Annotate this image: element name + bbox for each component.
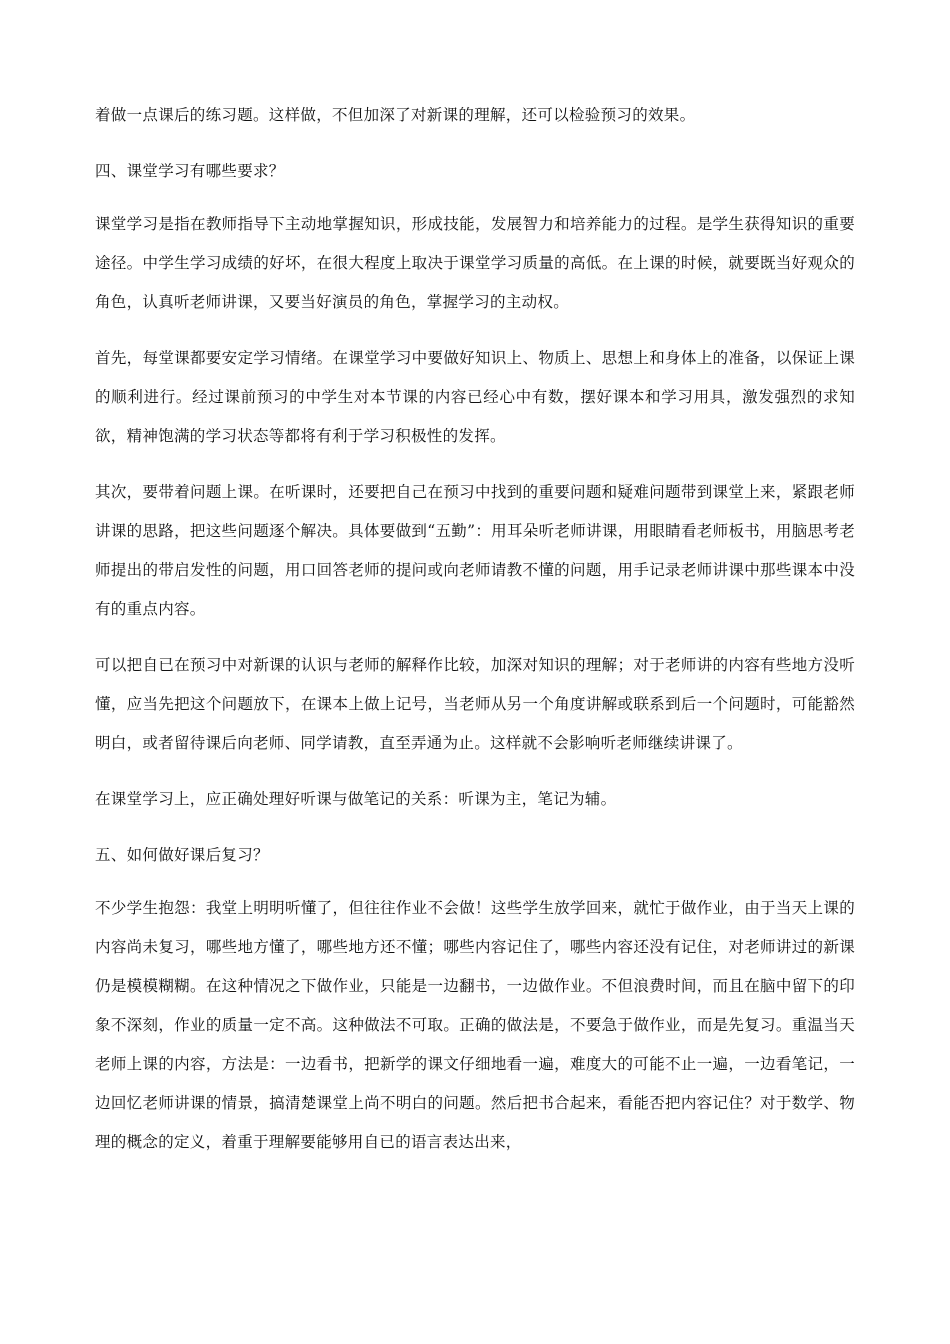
paragraph-review-method: 不少学生抱怨：我堂上明明听懂了，但往往作业不会做！这些学生放学回来，就忙于做作业，由于当天上课的内容尚未复习，哪些地方懂了，哪些地方还不懂；哪些内容记住了，哪些内容还没有记住，对老师讲过的新课仍是模模糊糊。在这种情况之下做作业，只能是一边翻书，一边做作业。不但浪费时间，而且在脑中留下的印象不深刻，作业的质量一定不高。这种做法不可取。正确的做法是，不要急于做作业，而是先复习。重温当天老师上课的内容，方法是：一边看书，把新学的课文仔细地看一遍，难度大的可能不止一遍，一边看笔记，一边回忆老师讲课的情景，搞清楚课堂上尚不明白的问题。然后把书合起来，看能否把内容记住？对于数学、物理的概念的定义，着重于理解要能够用自已的语言表达出来， <box>95 899 855 1151</box>
section-heading-after-class-review: 五、如何做好课后复习？ <box>95 846 269 864</box>
paragraph-stabilize-mood: 首先，每堂课都要安定学习情绪。在课堂学习中要做好知识上、物质上、思想上和身体上的准备，以保证上课的顺利进行。经过课前预习的中学生对本节课的内容已经心中有数，摆好课本和学习用具，激发强烈的求知欲，精神饱满的学习状态等都将有利于学习积极性的发挥。 <box>95 349 855 445</box>
paragraph-bring-questions: 其次，要带着问题上课。在听课时，还要把自己在预习中找到的重要问题和疑难问题带到课堂上来，紧跟老师讲课的思路，把这些问题逐个解决。具体要做到“五勤”：用耳朵听老师讲课，用眼睛看老师板书，用脑思考老师提出的带启发性的问题，用口回答老师的提问或向老师请教不懂的问题，用手记录老师讲课中那些课本中没有的重点内容。 <box>95 483 855 618</box>
paragraph-classroom-definition: 课堂学习是指在教师指导下主动地掌握知识，形成技能，发展智力和培养能力的过程。是学生获得知识的重要途径。中学生学习成绩的好坏，在很大程度上取决于课堂学习质量的高低。在上课的时候，就要既当好观众的角色，认真听老师讲课，又要当好演员的角色，掌握学习的主动权。 <box>95 215 855 311</box>
paragraph-compare-understanding: 可以把自已在预习中对新课的认识与老师的解释作比较，加深对知识的理解；对于老师讲的内容有些地方没听懂，应当先把这个问题放下，在课本上做上记号，当老师从另一个角度讲解或联系到后一个问题时，可能豁然明白，或者留待课后向老师、同学请教，直至弄通为止。这样就不会影响听老师继续讲课了。 <box>95 656 855 752</box>
paragraph-preview-exercises: 着做一点课后的练习题。这样做，不但加深了对新课的理解，还可以检验预习的效果。 <box>95 106 696 124</box>
paragraph-listen-and-notes: 在课堂学习上，应正确处理好听课与做笔记的关系：听课为主，笔记为辅。 <box>95 790 617 808</box>
section-heading-classroom-requirements: 四、课堂学习有哪些要求？ <box>95 162 285 180</box>
document-body <box>95 96 855 1179</box>
